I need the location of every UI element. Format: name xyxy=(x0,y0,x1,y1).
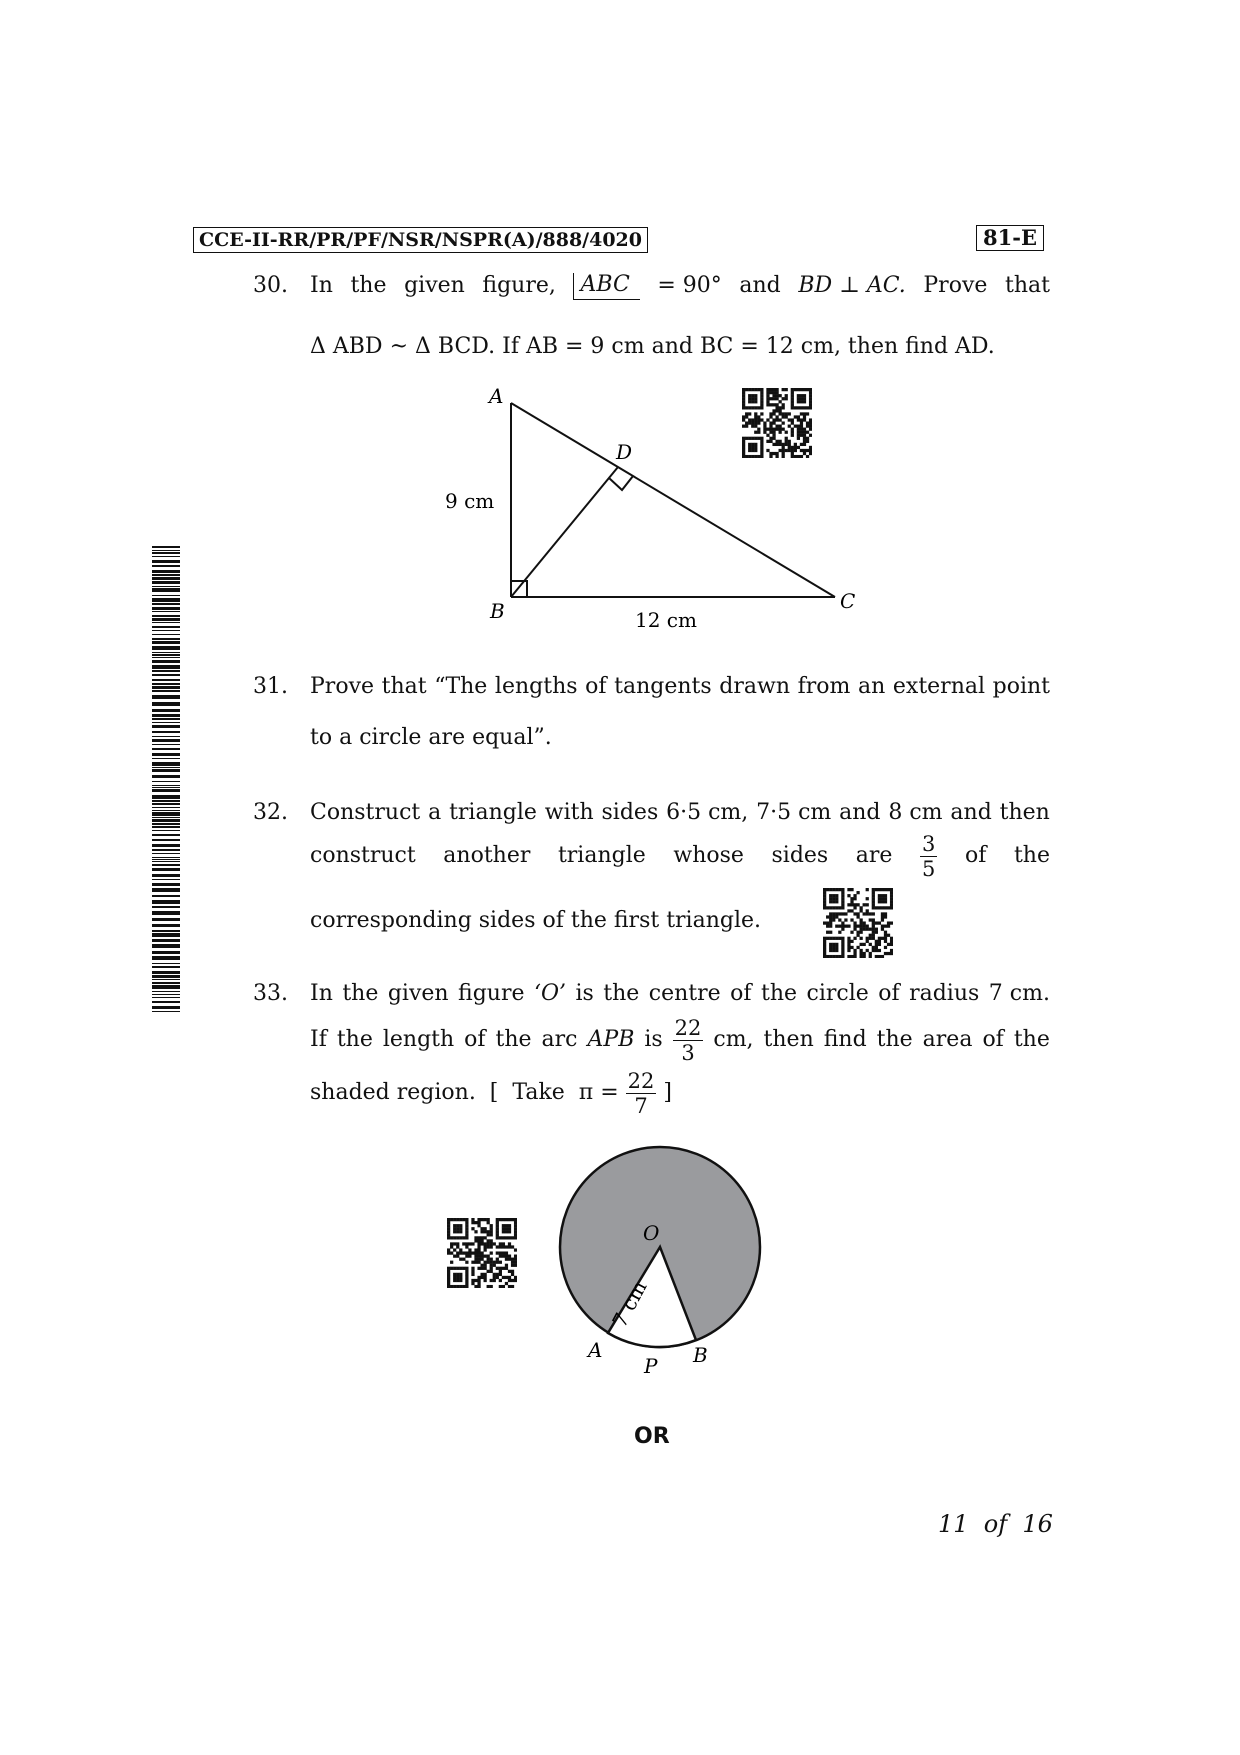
label-b: B xyxy=(490,599,505,623)
qr-code-3 xyxy=(447,1218,517,1288)
label-b-circle: B xyxy=(693,1343,708,1367)
label-side-bc: 12 cm xyxy=(635,608,697,632)
question-number-33: 33. xyxy=(253,981,288,1006)
or-label: OR xyxy=(634,1424,670,1449)
subject-code: 81-E xyxy=(976,225,1044,251)
question-33-line-1: In the given figure ‘O’ is the centre of the circle of radius 7 cm. xyxy=(310,981,1050,1006)
question-33-line-3: shaded region. [ Take π = $\frac{22}{7}$ ] xyxy=(310,1068,672,1118)
label-radius: 7 cm xyxy=(607,1276,652,1332)
altitude-bd xyxy=(511,467,618,597)
label-d: D xyxy=(616,440,633,464)
question-32-line-3: corresponding sides of the first triangle. xyxy=(310,908,762,933)
qr-code-2 xyxy=(823,888,893,958)
label-a: A xyxy=(489,384,504,408)
question-31-line-1: Prove that “The lengths of tangents drawn from an external point xyxy=(310,674,1050,699)
page-number: 11 of 16 xyxy=(938,1510,1053,1538)
arc-length-fraction: $\frac{22}{3}$ xyxy=(674,1015,702,1065)
circle-sector-figure xyxy=(540,1135,780,1375)
qr-code-1 xyxy=(742,388,812,458)
question-30-line-1: In the given figure, ABC = 90° and BD ⊥ AC. Prove that xyxy=(310,271,1050,298)
angle-abc: ABC xyxy=(573,273,639,300)
question-number-30: 30. xyxy=(253,273,288,298)
question-30-line-2: Δ ABD ~ Δ BCD. If AB = 9 cm and BC = 12 cm, then find AD. xyxy=(310,334,995,359)
pi-fraction: $\frac{22}{7}$ xyxy=(627,1068,655,1118)
right-angle-mark-d xyxy=(609,476,633,490)
paper-code: CCE-II-RR/PR/PF/NSR/NSPR(A)/888/4020 xyxy=(193,227,648,253)
question-number-32: 32. xyxy=(253,800,288,825)
side-barcode xyxy=(152,546,180,1012)
question-number-31: 31. xyxy=(253,674,288,699)
label-a-circle: A xyxy=(588,1338,603,1362)
question-31-line-2: to a circle are equal”. xyxy=(310,725,552,750)
question-32-line-2: construct another triangle whose sides are $\frac{3}{5}$ of the xyxy=(310,831,1050,881)
label-c: C xyxy=(840,589,856,613)
fraction-three-fifths: $\frac{3}{5}$ xyxy=(922,831,936,881)
question-33-line-2: If the length of the arc APB is $\frac{22}{3}$ cm, then find the area of the xyxy=(310,1015,1050,1065)
label-o: O xyxy=(643,1221,660,1245)
label-side-ab: 9 cm xyxy=(445,489,495,513)
label-p: P xyxy=(644,1354,658,1375)
question-32-line-1: Construct a triangle with sides 6·5 cm, 7·5 cm and 8 cm and then xyxy=(310,800,1050,825)
